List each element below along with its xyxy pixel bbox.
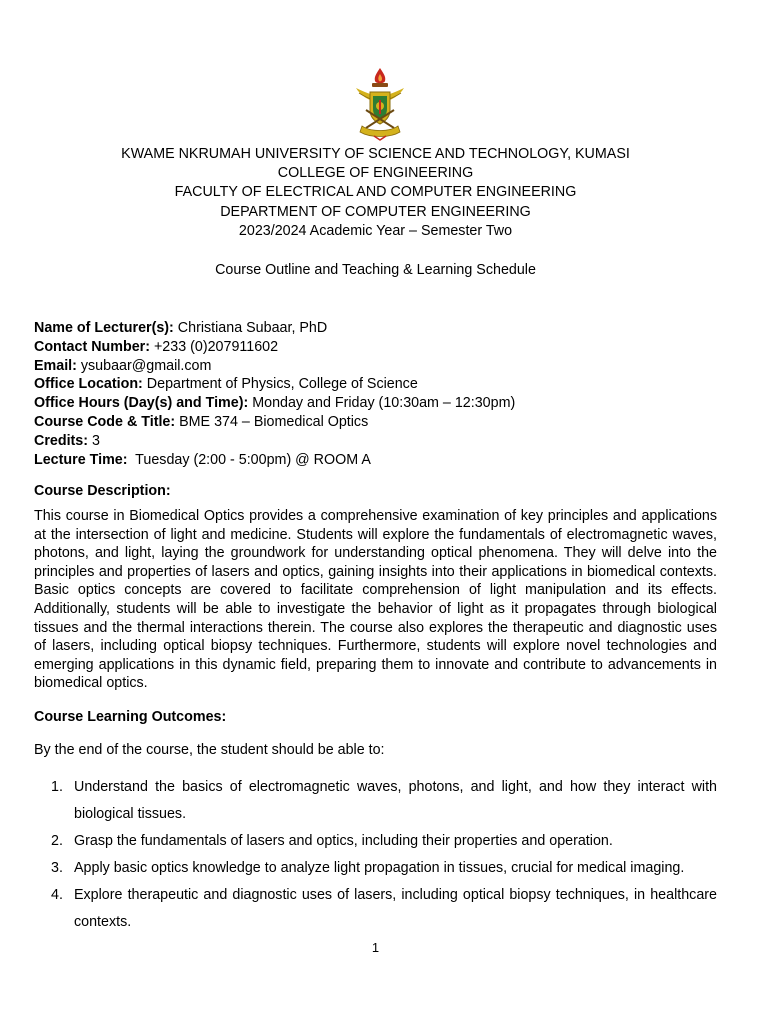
university-crest-icon (354, 66, 406, 142)
detail-label: Course Code & Title: (34, 413, 176, 430)
list-item-text: Apply basic optics knowledge to analyze light propagation in tissues, crucial for medical imaging. (74, 860, 685, 876)
detail-row-email (34, 357, 717, 376)
detail-row-course-code (34, 413, 717, 432)
list-item-number: 1. (51, 779, 63, 795)
course-details (34, 319, 717, 469)
detail-value: Christiana Subaar, PhD (173, 320, 328, 336)
list-item (34, 855, 717, 882)
list-item-text: Understand the basics of electromagnetic waves, photons, and light, and how they interact with biological tissues. (74, 779, 717, 822)
detail-label: Office Location: (34, 376, 143, 393)
course-description-heading: Course Description: (34, 483, 171, 499)
course-description-text: This course in Biomedical Optics provides a comprehensive examination of key principles and applications at the intersection of light and medicine. Students will explore the fundamentals of electromagnetic waves, photons, and light, laying the groundwork for understanding optical phenomena. They will delve into the principles and properties of lasers and optics, gaining insights into their applications in biomedical contexts. Basic optics concepts are covered to facilitate comprehension of light manipulation and its effects. Additionally, students will be able to investigate the behavior of light as it propagates through biological tissues and the thermal interactions therein. The course also explores the therapeutic and diagnostic uses of lasers, including optical biopsy techniques. Furthermore, students will explore novel technologies and emerging applications in this dynamic field, preparing them to innovate and contribute to advancements in biomedical optics. (34, 508, 717, 692)
detail-row-office-hours (34, 394, 717, 413)
detail-value: BME 374 – Biomedical Optics (175, 413, 369, 430)
detail-value: ysubaar@gmail.com (76, 357, 212, 374)
detail-value: 3 (88, 432, 100, 449)
detail-row-office-location (34, 375, 717, 394)
detail-row-lecturer (34, 319, 717, 338)
academic-year: 2023/2024 Academic Year – Semester Two (238, 222, 513, 239)
detail-label: Credits: (34, 432, 89, 449)
department-name: DEPARTMENT OF COMPUTER ENGINEERING (220, 203, 531, 220)
document-subtitle: Course Outline and Teaching & Learning Schedule (215, 262, 536, 278)
university-name: KWAME NKRUMAH UNIVERSITY OF SCIENCE AND TECHNOLOGY, KUMASI (121, 146, 630, 162)
list-item (34, 774, 717, 828)
learning-outcomes-intro: By the end of the course, the student should be able to: (34, 742, 385, 758)
page-number: 1 (371, 940, 380, 955)
list-item (34, 828, 717, 855)
detail-row-credits (34, 432, 717, 451)
detail-value: +233 (0)207911602 (149, 338, 279, 355)
detail-label: Contact Number: (34, 338, 150, 355)
document-page (34, 0, 717, 1024)
detail-label: Email: (34, 357, 77, 374)
list-item-number: 2. (51, 833, 63, 849)
list-item-number: 4. (51, 887, 63, 903)
college-name: COLLEGE OF ENGINEERING (277, 165, 474, 182)
list-item (34, 882, 717, 936)
detail-label: Name of Lecturer(s): (34, 320, 174, 336)
detail-value: Monday and Friday (10:30am – 12:30pm) (248, 395, 516, 412)
detail-label: Lecture Time: (34, 451, 128, 468)
list-item-text: Explore therapeutic and diagnostic uses of lasers, including optical biopsy techniques, in healthcare contexts. (74, 887, 717, 930)
detail-row-lecture-time (34, 451, 717, 470)
learning-outcomes-list (34, 774, 717, 936)
detail-value: Tuesday (2:00 - 5:00pm) @ ROOM A (127, 451, 371, 468)
list-item-number: 3. (51, 860, 63, 876)
detail-label: Office Hours (Day(s) and Time): (34, 395, 249, 412)
learning-outcomes-heading: Course Learning Outcomes: (34, 709, 227, 725)
list-item-text: Grasp the fundamentals of lasers and optics, including their properties and operation. (74, 833, 613, 849)
faculty-name: FACULTY OF ELECTRICAL AND COMPUTER ENGINEERING (174, 184, 577, 201)
detail-row-contact (34, 338, 717, 357)
detail-value: Department of Physics, College of Science (142, 376, 418, 393)
institution-header (34, 145, 717, 241)
